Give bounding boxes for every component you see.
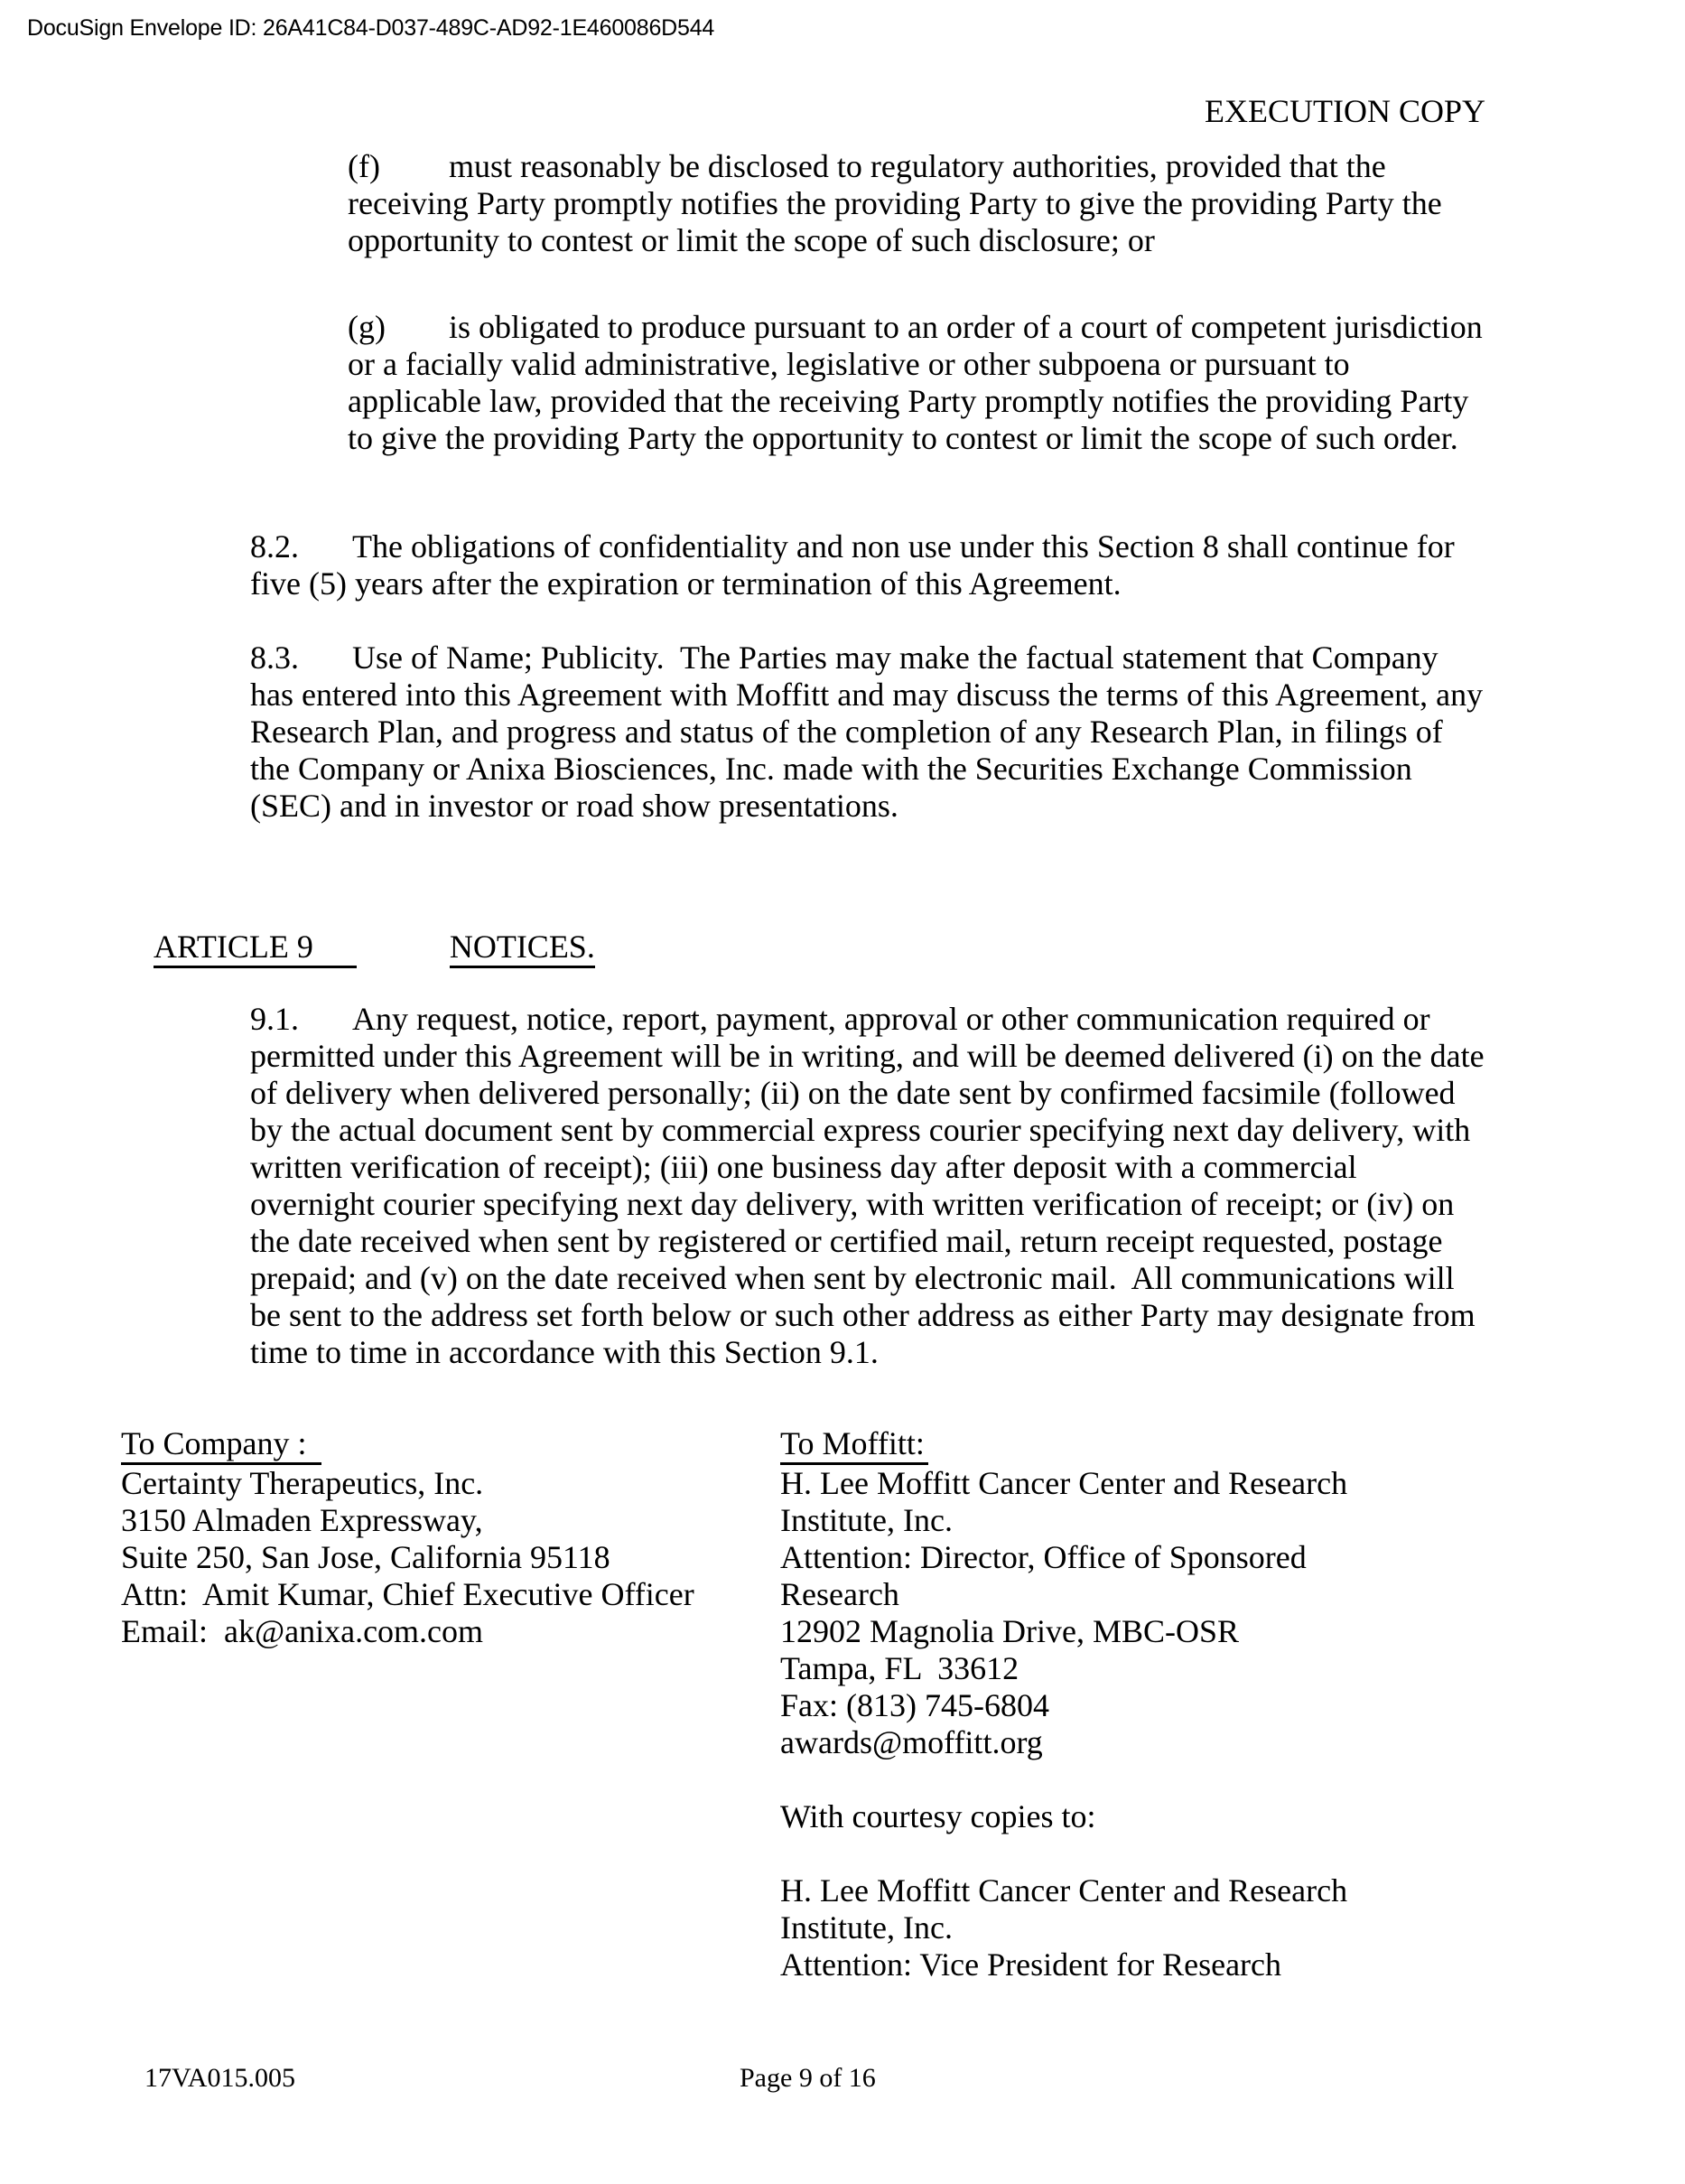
footer-page-number: Page 9 of 16 <box>740 2063 876 2093</box>
address-line: Certainty Therapeutics, Inc. <box>121 1465 484 1501</box>
paragraph-g-text: is obligated to produce pursuant to an order of a court of competent jurisdiction or a facially valid administrative, legislative or other subpoena or pursuant to applicable law, provided that the receiving Party promptly notifies the providing Party to give the providing Party the opportunity to contest or limit the scope of such order. <box>348 309 1491 456</box>
section-8-2-label: 8.2. <box>250 528 299 565</box>
section-8-3 <box>250 639 1492 825</box>
address-line: Institute, Inc. <box>780 1909 953 1946</box>
address-line: 3150 Almaden Expressway, <box>121 1502 483 1538</box>
moffitt-address-heading-text: To Moffitt: <box>780 1425 928 1465</box>
company-address-heading-text: To Company : <box>121 1425 321 1465</box>
address-line: Suite 250, San Jose, California 95118 <box>121 1539 610 1575</box>
address-line: Attention: Director, Office of Sponsored <box>780 1539 1307 1575</box>
section-8-2-text: The obligations of confidentiality and non use under this Section 8 shall continue for five (5) years after the expiration or termination of this Agreement. <box>250 528 1463 602</box>
footer-document-number: 17VA015.005 <box>144 2063 295 2093</box>
section-8-3-text: Use of Name; Publicity. The Parties may make the factual statement that Company has entered into this Agreement with Moffitt and may discuss the terms of this Agreement, any Research Plan, and progress and status of the completion of any Research Plan, in filings of the Company or Anixa Biosciences, Inc. made with the Securities Exchange Commission (SEC) and in investor or road show presentations. <box>250 639 1492 824</box>
address-line: awards@moffitt.org <box>780 1724 1043 1760</box>
moffitt-address-block <box>780 1425 1439 1983</box>
section-8-2 <box>250 528 1485 602</box>
section-9-1 <box>250 1001 1493 1371</box>
execution-copy-label: EXECUTION COPY <box>1205 93 1485 129</box>
address-line-blank <box>780 1835 1439 1872</box>
article-9-number: ARTICLE 9 <box>154 929 357 968</box>
section-8-3-label: 8.3. <box>250 639 299 676</box>
article-9-heading <box>154 929 595 968</box>
address-line: Institute, Inc. <box>780 1502 953 1538</box>
address-line: H. Lee Moffitt Cancer Center and Research <box>780 1872 1348 1909</box>
address-line: Attn: Amit Kumar, Chief Executive Officer <box>121 1576 694 1612</box>
paragraph-g-label: (g) <box>348 309 386 345</box>
address-line: With courtesy copies to: <box>780 1798 1096 1834</box>
article-9-title: NOTICES. <box>450 929 595 968</box>
docusign-envelope-id: DocuSign Envelope ID: 26A41C84-D037-489C-AD92-1E460086D544 <box>27 15 715 41</box>
address-line: Fax: (813) 745-6804 <box>780 1687 1049 1723</box>
address-line: Attention: Vice President for Research <box>780 1946 1282 1983</box>
address-line: H. Lee Moffitt Cancer Center and Research <box>780 1465 1348 1501</box>
address-line: Email: ak@anixa.com.com <box>121 1613 484 1649</box>
address-line-blank <box>780 1761 1439 1798</box>
section-9-1-text: Any request, notice, report, payment, approval or other communication required or permitted under this Agreement will be in writing, and will be deemed delivered (i) on the date of delivery when delivered personally; (ii) on the date sent by confirmed facsimile (followed by the actual document sent by commercial express courier specifying next day delivery, with written verification of receipt); (iii) one business day after deposit with a commercial overnight courier specifying next day delivery, with written verification of receipt; or (iv) on the date received when sent by registered or certified mail, return receipt requested, postage prepaid; and (v) on the date received when sent by electronic mail. All communications will be sent to the address set forth below or such other address as either Party may designate from time to time in accordance with this Section 9.1. <box>250 1001 1493 1370</box>
address-line: Research <box>780 1576 899 1612</box>
paragraph-f <box>348 148 1485 259</box>
address-line: 12902 Magnolia Drive, MBC-OSR <box>780 1613 1239 1649</box>
paragraph-f-label: (f) <box>348 148 380 184</box>
company-address-block <box>121 1425 767 1650</box>
address-line: Tampa, FL 33612 <box>780 1650 1019 1686</box>
moffitt-address-heading <box>780 1425 1439 1465</box>
paragraph-g <box>348 309 1491 457</box>
company-address-heading <box>121 1425 767 1465</box>
section-9-1-label: 9.1. <box>250 1001 299 1037</box>
paragraph-f-text: must reasonably be disclosed to regulatory authorities, provided that the receiving Party promptly notifies the providing Party to give the providing Party the opportunity to contest or limit the scope of such disclosure; or <box>348 148 1450 258</box>
